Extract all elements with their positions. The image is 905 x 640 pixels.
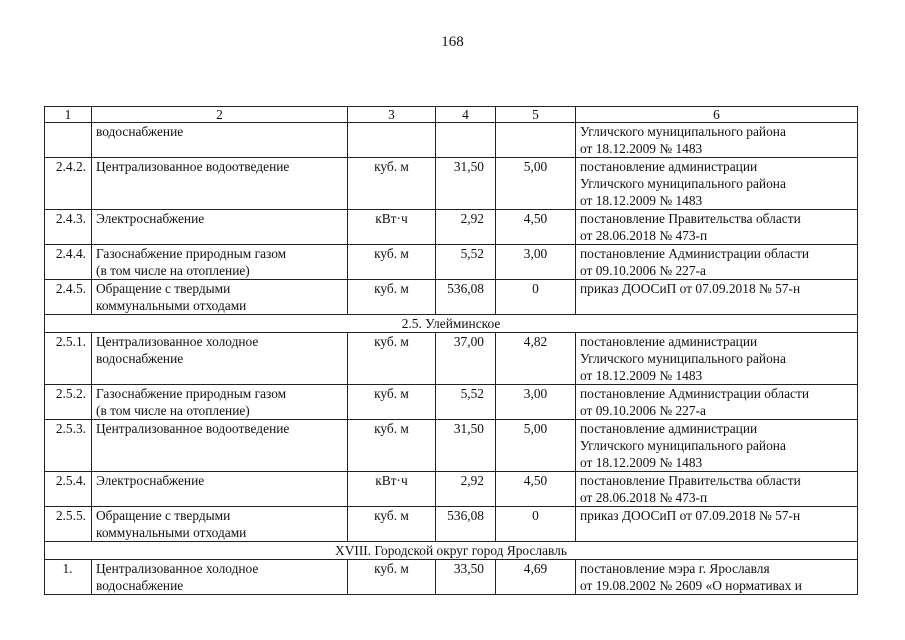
page-number: 168 [441, 34, 464, 50]
service-name-line: Электроснабжение [96, 211, 205, 226]
document-cell [576, 385, 858, 420]
value-cell-4: 2,92 [436, 472, 496, 507]
service-name-line: (в том числе на отопление) [96, 403, 250, 418]
document-cell [576, 560, 858, 595]
document-cell [576, 472, 858, 507]
value-cell-4 [436, 123, 496, 158]
document-cell [576, 210, 858, 245]
document-cell-line: Угличского муниципального района [580, 124, 786, 139]
value-cell-4: 2,92 [436, 210, 496, 245]
unit-cell: куб. м [348, 420, 436, 472]
value-cell-5: 4,69 [496, 560, 576, 595]
table-row [45, 158, 858, 210]
service-name-line: (в том числе на отопление) [96, 263, 250, 278]
value-cell-5: 0 [496, 507, 576, 542]
unit-cell: куб. м [348, 158, 436, 210]
header-cell-4: 4 [436, 107, 496, 123]
document-cell-line: от 28.06.2018 № 473-п [580, 490, 708, 505]
value-cell-4: 31,50 [436, 158, 496, 210]
service-name [92, 158, 348, 210]
document-cell [576, 333, 858, 385]
service-name [92, 333, 348, 385]
row-number [45, 123, 92, 158]
table-header-row [45, 107, 858, 123]
service-name-line: Централизованное водоотведение [96, 159, 290, 174]
document-cell-line: постановление Администрации области [580, 386, 810, 401]
document-cell-line: постановление администрации [580, 421, 758, 436]
row-number: 2.5.5. [45, 507, 92, 542]
value-cell-5: 4,82 [496, 333, 576, 385]
document-cell-line: от 18.12.2009 № 1483 [580, 141, 703, 156]
service-name [92, 560, 348, 595]
service-name [92, 245, 348, 280]
value-cell-5: 5,00 [496, 158, 576, 210]
service-name [92, 472, 348, 507]
row-number: 2.4.3. [45, 210, 92, 245]
value-cell-5: 0 [496, 280, 576, 315]
table-row [45, 210, 858, 245]
document-cell [576, 158, 858, 210]
service-name-line: Электроснабжение [96, 473, 205, 488]
unit-cell: кВт·ч [348, 472, 436, 507]
service-name [92, 123, 348, 158]
document-cell-line: от 18.12.2009 № 1483 [580, 455, 703, 470]
document-cell-line: постановление мэра г. Ярославля [580, 561, 770, 576]
section-row [45, 542, 858, 560]
tariff-table [44, 106, 858, 595]
value-cell-5: 5,00 [496, 420, 576, 472]
service-name-line: Обращение с твердыми [96, 281, 231, 296]
document-cell-line: от 09.10.2006 № 227-а [580, 263, 706, 278]
document-cell-line: от 18.12.2009 № 1483 [580, 368, 703, 383]
document-cell [576, 245, 858, 280]
service-name-line: водоснабжение [96, 351, 184, 366]
row-number: 2.5.1. [45, 333, 92, 385]
service-name [92, 385, 348, 420]
row-number: 2.5.3. [45, 420, 92, 472]
service-name [92, 280, 348, 315]
unit-cell: куб. м [348, 507, 436, 542]
table-row [45, 280, 858, 315]
value-cell-4: 5,52 [436, 245, 496, 280]
unit-cell: куб. м [348, 333, 436, 385]
table-row [45, 245, 858, 280]
row-number: 2.4.5. [45, 280, 92, 315]
document-cell-line: от 28.06.2018 № 473-п [580, 228, 708, 243]
header-cell-3: 3 [348, 107, 436, 123]
table-row [45, 385, 858, 420]
table-row [45, 333, 858, 385]
service-name-line: Обращение с твердыми [96, 508, 231, 523]
service-name-line: Централизованное холодное [96, 334, 259, 349]
value-cell-5: 3,00 [496, 245, 576, 280]
section-title: XVIII. Городской округ город Ярославль [45, 542, 858, 560]
document-cell [576, 280, 858, 315]
value-cell-4: 5,52 [436, 385, 496, 420]
service-name-line: Газоснабжение природным газом [96, 386, 287, 401]
value-cell-4: 37,00 [436, 333, 496, 385]
service-name-line: Централизованное водоотведение [96, 421, 290, 436]
table-row [45, 560, 858, 595]
service-name [92, 420, 348, 472]
row-number: 2.5.4. [45, 472, 92, 507]
value-cell-4: 536,08 [436, 507, 496, 542]
document-cell [576, 507, 858, 542]
service-name [92, 210, 348, 245]
header-cell-6: 6 [576, 107, 858, 123]
document-cell-line: постановление администрации [580, 159, 758, 174]
value-cell-5 [496, 123, 576, 158]
document-cell [576, 420, 858, 472]
unit-cell: куб. м [348, 280, 436, 315]
service-name-line: водоснабжение [96, 578, 184, 593]
document-cell-line: Угличского муниципального района [580, 351, 786, 366]
service-name-line: Централизованное холодное [96, 561, 259, 576]
value-cell-4: 31,50 [436, 420, 496, 472]
table-row [45, 472, 858, 507]
service-name-line: Газоснабжение природным газом [96, 246, 287, 261]
document-cell-line: приказ ДООСиП от 07.09.2018 № 57-н [580, 508, 801, 523]
section-title: 2.5. Улейминское [45, 315, 858, 333]
document-cell-line: Угличского муниципального района [580, 438, 786, 453]
value-cell-4: 536,08 [436, 280, 496, 315]
value-cell-5: 4,50 [496, 472, 576, 507]
header-cell-1: 1 [45, 107, 92, 123]
document-cell [576, 123, 858, 158]
row-number: 2.5.2. [45, 385, 92, 420]
document-cell-line: постановление администрации [580, 334, 758, 349]
document-cell-line: Угличского муниципального района [580, 176, 786, 191]
document-cell-line: от 18.12.2009 № 1483 [580, 193, 703, 208]
service-name-line: коммунальными отходами [96, 298, 247, 313]
document-cell-line: от 09.10.2006 № 227-а [580, 403, 706, 418]
unit-cell: куб. м [348, 245, 436, 280]
value-cell-5: 3,00 [496, 385, 576, 420]
value-cell-4: 33,50 [436, 560, 496, 595]
unit-cell: кВт·ч [348, 210, 436, 245]
row-number: 1. [45, 560, 92, 595]
row-number: 2.4.2. [45, 158, 92, 210]
header-cell-5: 5 [496, 107, 576, 123]
value-cell-5: 4,50 [496, 210, 576, 245]
header-cell-2: 2 [92, 107, 348, 123]
document-cell-line: постановление Правительства области [580, 473, 801, 488]
table-row [45, 420, 858, 472]
service-name [92, 507, 348, 542]
service-name-line: коммунальными отходами [96, 525, 247, 540]
table-row [45, 123, 858, 158]
document-cell-line: приказ ДООСиП от 07.09.2018 № 57-н [580, 281, 801, 296]
unit-cell: куб. м [348, 385, 436, 420]
document-cell-line: постановление Правительства области [580, 211, 801, 226]
document-cell-line: от 19.08.2002 № 2609 «О нормативах и [580, 578, 802, 593]
service-name-line: водоснабжение [96, 124, 184, 139]
table-row [45, 507, 858, 542]
unit-cell [348, 123, 436, 158]
document-cell-line: постановление Администрации области [580, 246, 810, 261]
row-number: 2.4.4. [45, 245, 92, 280]
unit-cell: куб. м [348, 560, 436, 595]
section-row [45, 315, 858, 333]
